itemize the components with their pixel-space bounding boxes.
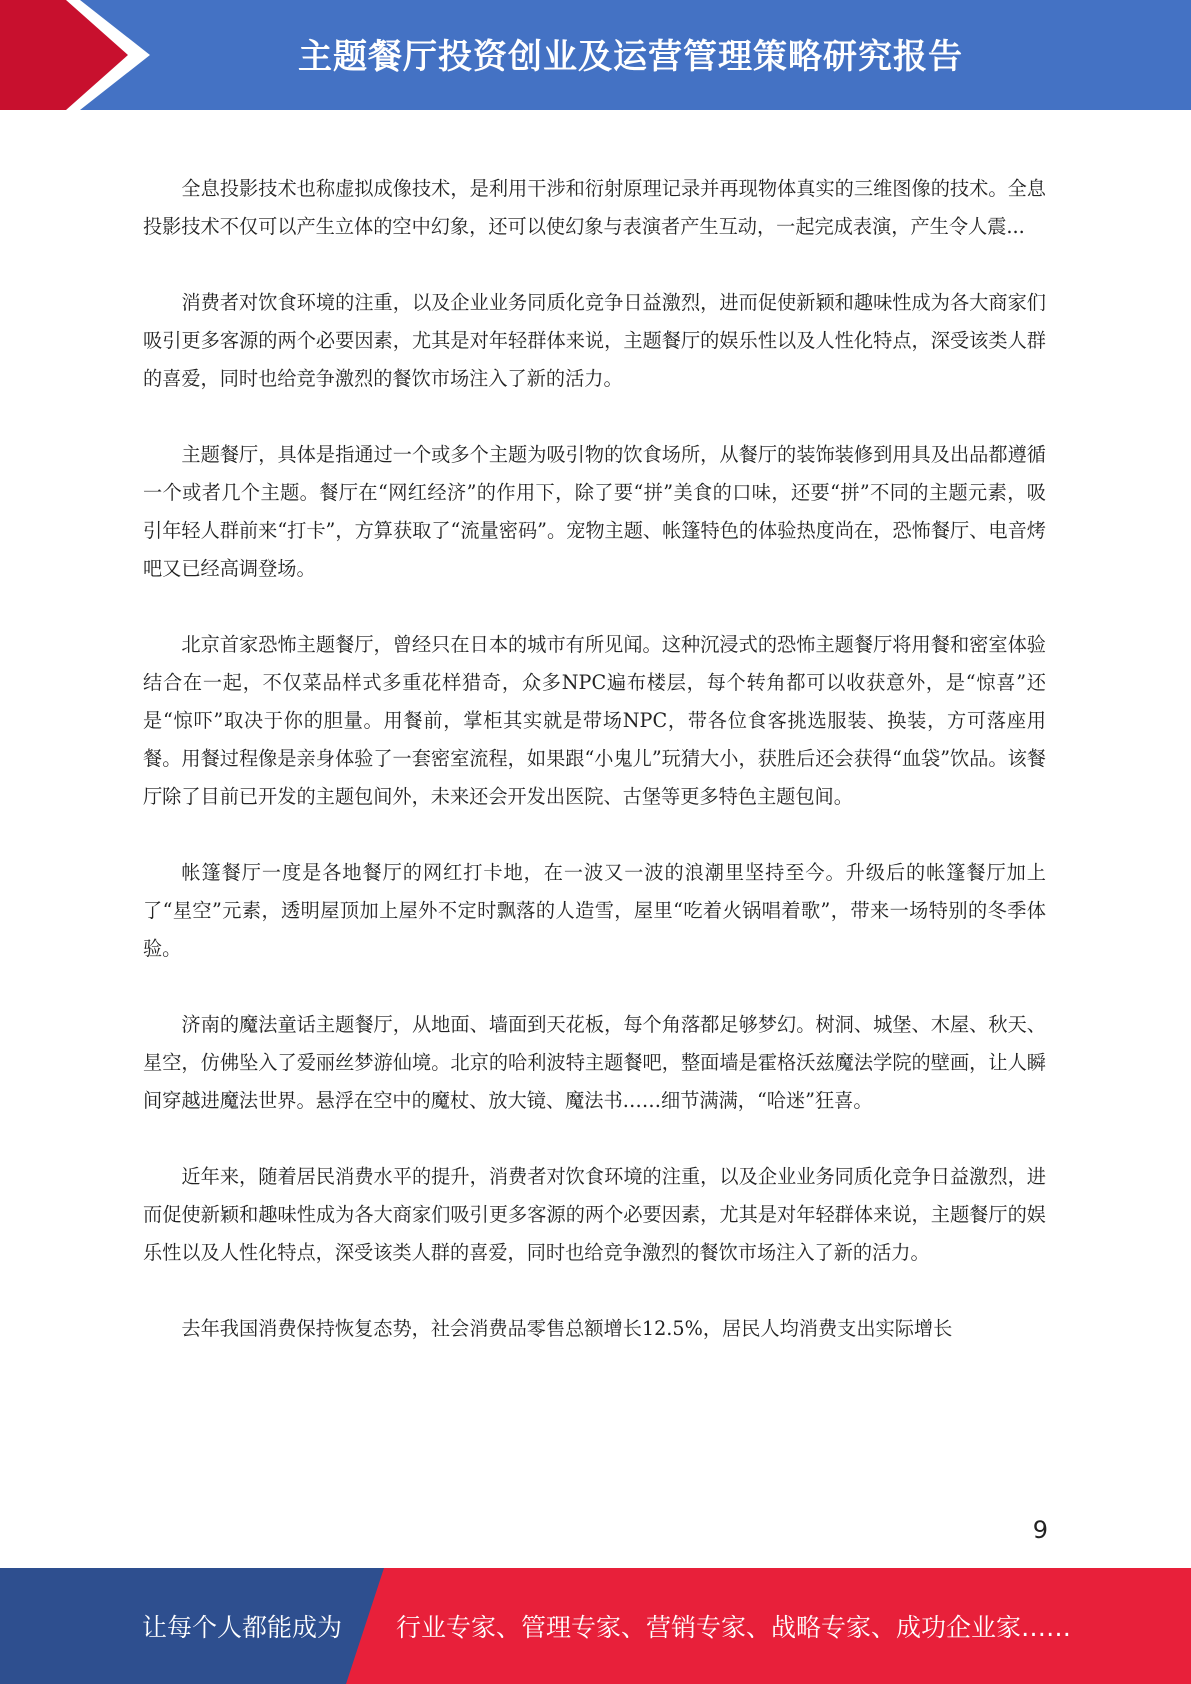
- paragraph: 消费者对饮食环境的注重，以及企业业务同质化竞争日益激烈，进而促使新颖和趣味性成为各大商家们吸引更多客源的两个必要因素，尤其是对年轻群体来说，主题餐厅的娱乐性以及人性化特点，深受该类人群的喜爱，同时也给竞争激烈的餐饮市场注入了新的活力。: [143, 291, 1046, 390]
- paragraph: 去年我国消费保持恢复态势，社会消费品零售总额增长12.5%，居民人均消费支出实际增长: [181, 1317, 953, 1340]
- paragraph: 济南的魔法童话主题餐厅，从地面、墙面到天花板，每个角落都足够梦幻。树洞、城堡、木屋、秋天、星空，仿佛坠入了爱丽丝梦游仙境。北京的哈利波特主题餐吧，整面墙是霍格沃兹魔法学院的壁画，让人瞬间穿越进魔法世界。悬浮在空中的魔杖、放大镜、魔法书……细节满满，“哈迷”狂喜。: [143, 1013, 1046, 1112]
- body-text: [143, 170, 1046, 1348]
- footer-roles: 行业专家、管理专家、营销专家、战略专家、成功企业家……: [396, 1613, 1072, 1642]
- page-header: [0, 0, 1191, 110]
- page-number: 9: [1032, 1516, 1048, 1544]
- paragraph: 北京首家恐怖主题餐厅，曾经只在日本的城市有所见闻。这种沉浸式的恐怖主题餐厅将用餐和密室体验结合在一起，不仅菜品样式多重花样猎奇，众多NPC遍布楼层，每个转角都可以收获意外，是“惊喜”还是“惊吓”取决于你的胆量。用餐前，掌柜其实就是带场NPC，带各位食客挑选服装、换装，方可落座用餐。用餐过程像是亲身体验了一套密室流程，如果跟“小鬼儿”玩猜大小，获胜后还会获得“血袋”饮品。该餐厅除了目前已开发的主题包间外，未来还会开发出医院、古堡等更多特色主题包间。: [143, 633, 1046, 808]
- footer-slogan: 让每个人都能成为: [142, 1613, 343, 1642]
- paragraph: 近年来，随着居民消费水平的提升，消费者对饮食环境的注重，以及企业业务同质化竞争日益激烈，进而促使新颖和趣味性成为各大商家们吸引更多客源的两个必要因素，尤其是对年轻群体来说，主题餐厅的娱乐性以及人性化特点，深受该类人群的喜爱，同时也给竞争激烈的餐饮市场注入了新的活力。: [143, 1165, 1046, 1264]
- report-title: 主题餐厅投资创业及运营管理策略研究报告: [298, 36, 963, 77]
- header-chevron-decoration: [0, 0, 150, 110]
- paragraph: 全息投影技术也称虚拟成像技术，是利用干涉和衍射原理记录并再现物体真实的三维图像的技术。全息投影技术不仅可以产生立体的空中幻象，还可以使幻象与表演者产生互动，一起完成表演，产生令人震...: [143, 177, 1046, 238]
- paragraph: 帐篷餐厅一度是各地餐厅的网红打卡地，在一波又一波的浪潮里坚持至今。升级后的帐篷餐厅加上了“星空”元素，透明屋顶加上屋外不定时飘落的人造雪，屋里“吃着火锅唱着歌”，带来一场特别的冬季体验。: [143, 861, 1046, 960]
- paragraph: 主题餐厅，具体是指通过一个或多个主题为吸引物的饮食场所，从餐厅的装饰装修到用具及出品都遵循一个或者几个主题。餐厅在“网红经济”的作用下，除了要“拼”美食的口味，还要“拼”不同的主题元素，吸引年轻人群前来“打卡”，方算获取了“流量密码”。宠物主题、帐篷特色的体验热度尚在，恐怖餐厅、电音烤吧又已经高调登场。: [143, 443, 1046, 580]
- page-footer: [0, 1568, 1191, 1684]
